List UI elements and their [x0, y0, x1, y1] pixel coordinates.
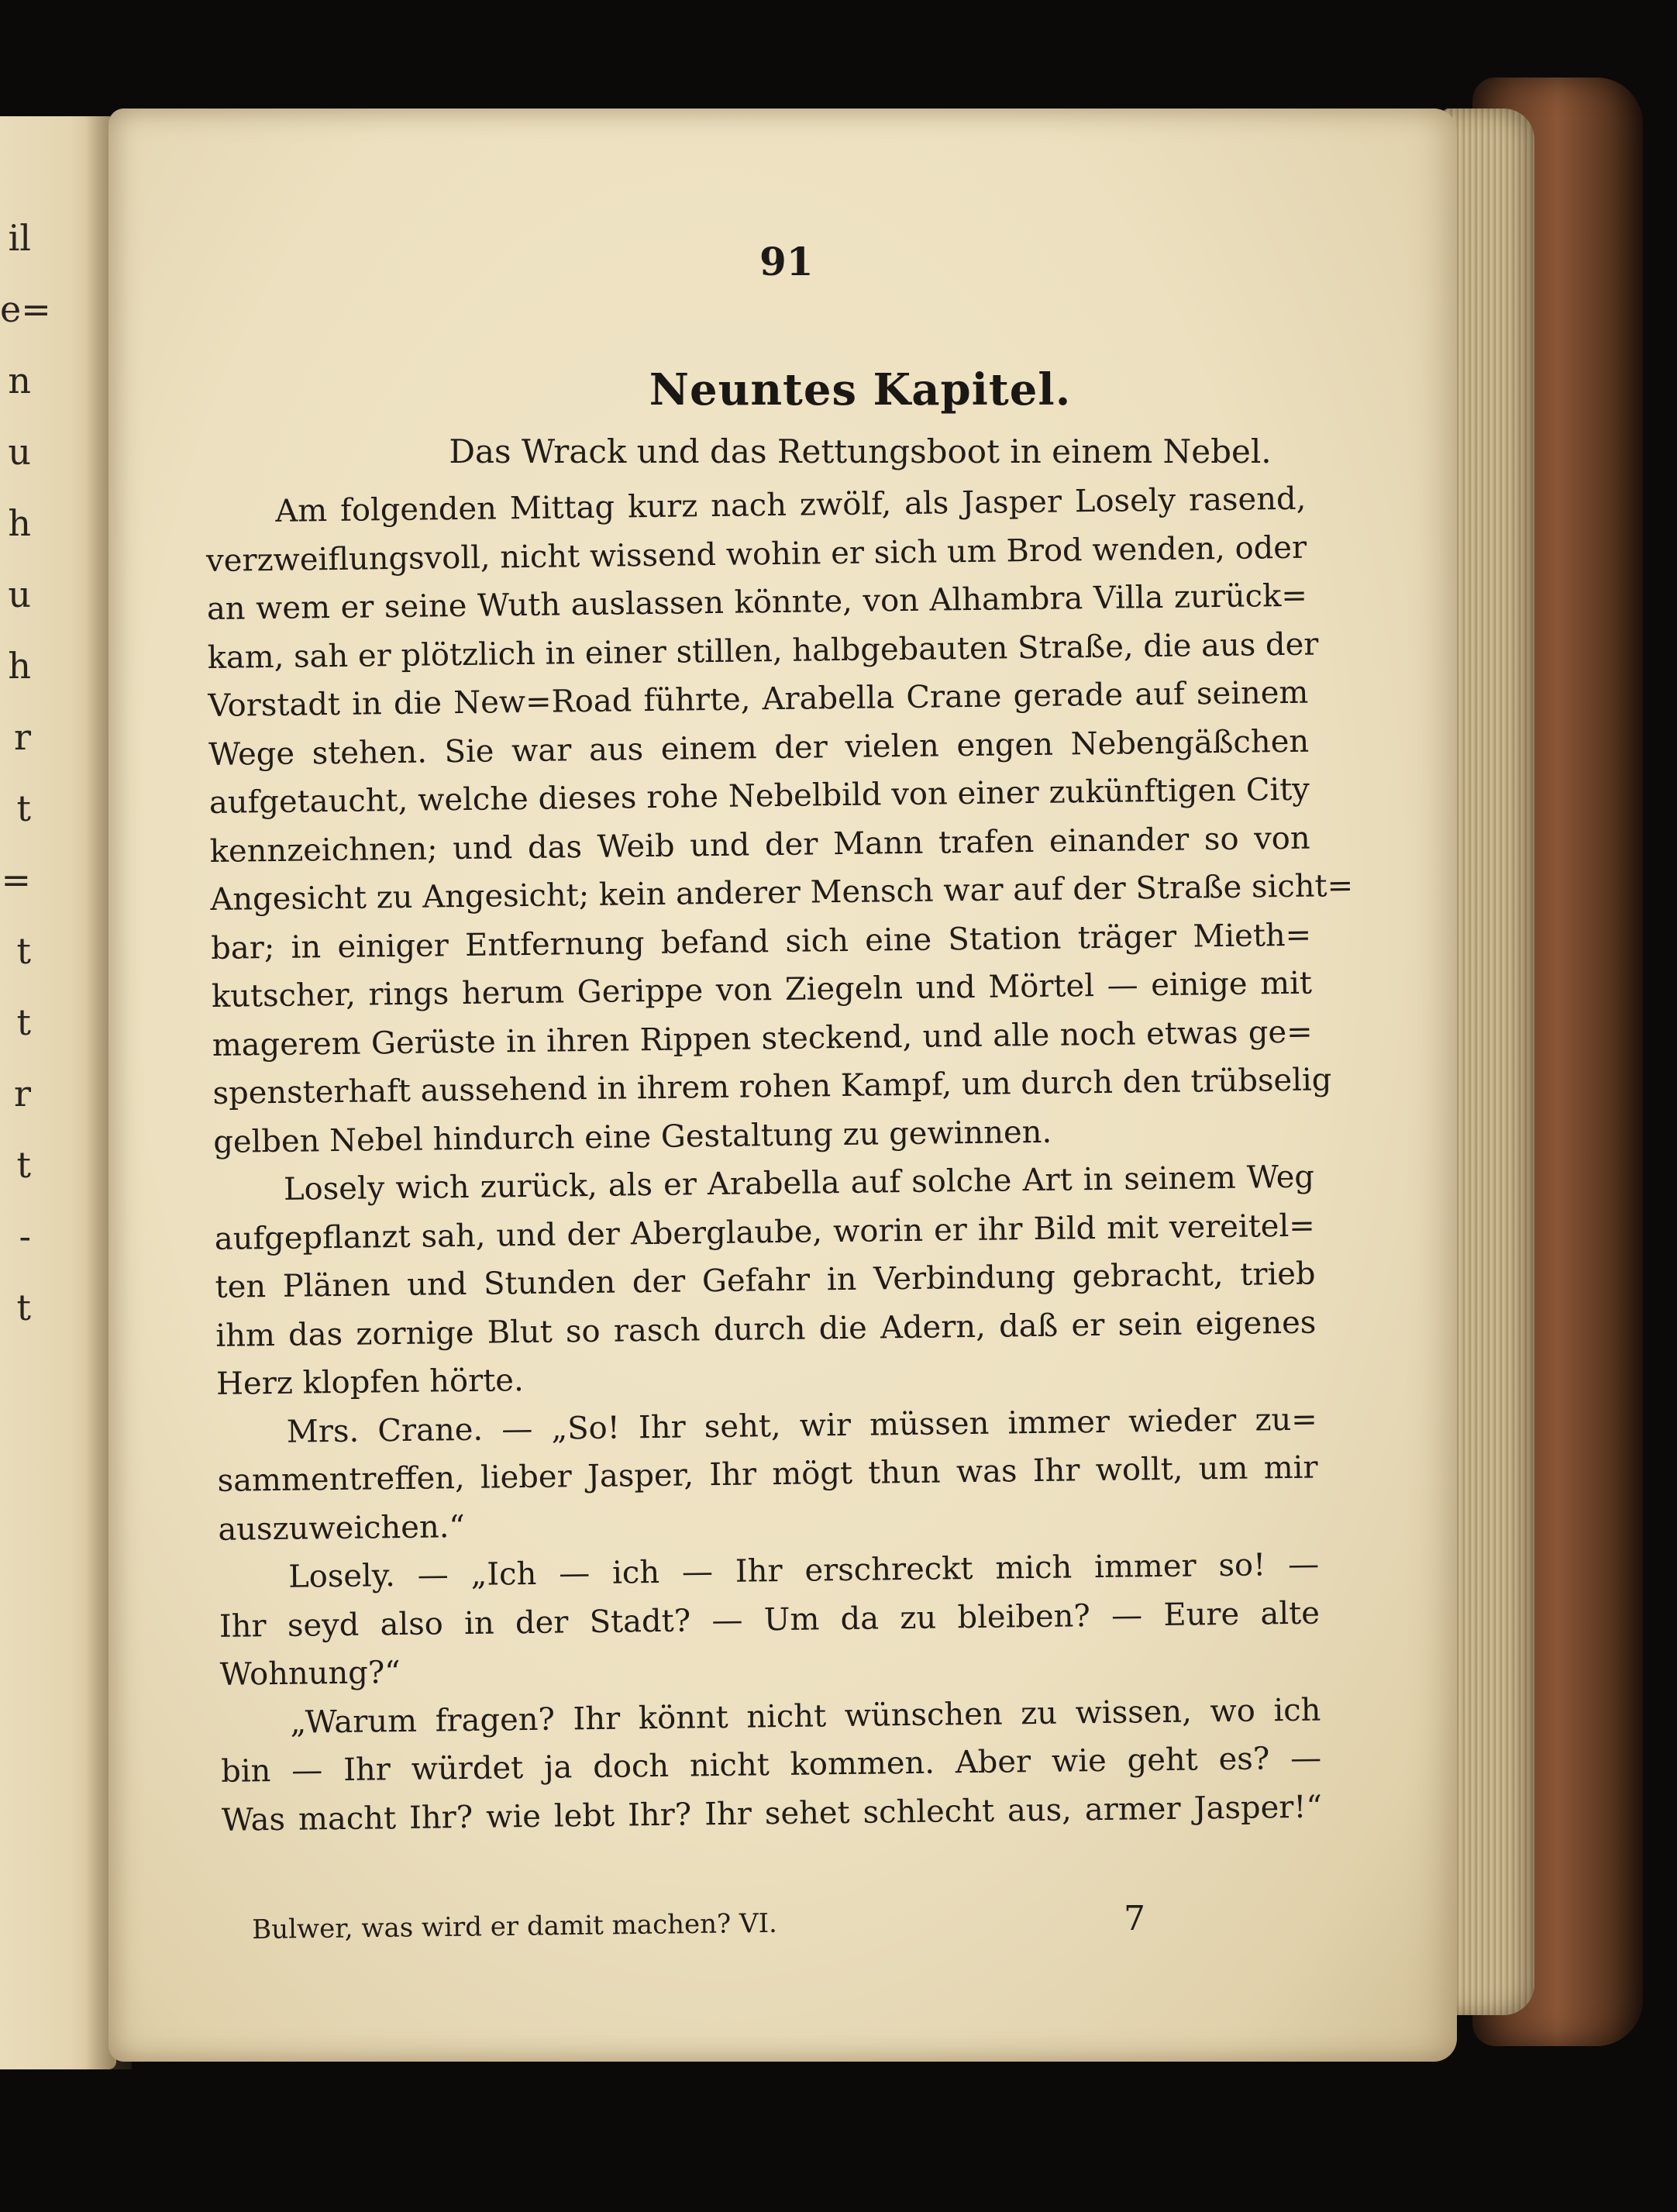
text-line: sammentreffen, lieber Jasper, Ihr mögt thun was Ihr wollt, um mir [217, 1449, 1318, 1499]
text-line: magerem Gerüste in ihren Rippen steckend, und alle noch etwas ge= [212, 1014, 1313, 1063]
text-line: Angesicht zu Angesicht; kein anderer Mensch war auf der Straße sicht= [210, 867, 1354, 918]
text-line: Wohnung?“ [219, 1655, 401, 1693]
text-line: auszuweichen.“ [218, 1508, 466, 1548]
text-line: kennzeichnen; und das Weib und der Mann trafen einander so von [209, 820, 1310, 870]
facing-page-fragment: r [14, 716, 31, 758]
text-line: ten Plänen und Stunden der Gefahr in Verbindung gebracht, trieb [215, 1256, 1316, 1305]
text-line: Mrs. Crane. — „So! Ihr seht, wir müssen immer wieder zu= [286, 1401, 1318, 1450]
facing-page-fragment: n [8, 360, 31, 401]
facing-page-fragment: t [16, 930, 31, 972]
text-line: bin — Ihr würdet ja doch nicht kommen. Aber wie geht es? — [220, 1740, 1322, 1790]
facing-page-fragment: - [19, 1215, 31, 1257]
chapter-title: Neuntes Kapitel. [649, 364, 1072, 415]
text-line: Herz klopfen hörte. [215, 1363, 524, 1402]
text-line: ihm das zornige Blut so rasch durch die Adern, daß er sein eigenes [215, 1304, 1317, 1354]
book-page [108, 109, 1457, 2062]
text-line: Losely. — „Ich — ich — Ihr erschreckt mich immer so! — [288, 1546, 1320, 1595]
text-line: Am folgenden Mittag kurz nach zwölf, als Jasper Losely rasend, [275, 481, 1307, 529]
text-line: verzweiflungsvoll, nicht wissend wohin er sich um Brod wenden, oder [205, 529, 1307, 579]
text-line: Wege stehen. Sie war aus einem der vielen engen Nebengäßchen [208, 723, 1310, 773]
text-line: Ihr seyd also in der Stadt? — Um da zu bleiben? — Eure alte [219, 1595, 1321, 1645]
body-text [205, 475, 1354, 1845]
facing-page-fragment: e= [0, 288, 51, 330]
facing-page-fragment: r [14, 1073, 31, 1115]
text-line: Vorstadt in die New=Road führte, Arabella Crane gerade auf seinem [208, 674, 1309, 724]
facing-page-fragment: h [8, 502, 31, 544]
text-line: kam, sah er plötzlich in einer stillen, halbgebauten Straße, die aus der [207, 625, 1319, 676]
text-line: aufgetaucht, welche dieses rohe Nebelbild von einer zukünftigen City [208, 771, 1310, 821]
text-line: „Warum fragen? Ihr könnt nicht wünschen zu wissen, wo ich [290, 1692, 1321, 1741]
facing-page-fragment: t [16, 1144, 31, 1186]
footer-signature-line: Bulwer, was wird er damit machen? VI. [252, 1907, 778, 1945]
facing-page-fragment: t [16, 1287, 31, 1328]
text-line: kutscher, rings herum Gerippe von Ziegeln und Mörtel — einige mit [211, 965, 1313, 1015]
text-line: an wem er seine Wuth auslassen könnte, von Alhambra Villa zurück= [206, 577, 1308, 627]
facing-page-fragment: u [8, 574, 31, 615]
facing-page-fragment: t [16, 1001, 31, 1043]
facing-page-fragment: = [1, 859, 31, 901]
text-line: gelben Nebel hindurch eine Gestaltung zu gewinnen. [213, 1114, 1052, 1160]
text-line: Losely wich zurück, als er Arabella auf solche Art in seinem Weg [283, 1159, 1315, 1208]
facing-page-fragment: t [16, 787, 31, 829]
text-line: bar; in einiger Entfernung befand sich eine Station träger Mieth= [210, 917, 1312, 966]
facing-page-fragment: h [8, 645, 31, 687]
text-line: Was macht Ihr? wie lebt Ihr? Ihr sehet schlecht aus, armer Jasper!“ [221, 1789, 1323, 1838]
facing-page-fragment: u [8, 431, 31, 473]
text-line: aufgepflanzt sah, und der Aberglaube, worin er ihr Bild mit vereitel= [214, 1208, 1316, 1257]
page-number: 91 [759, 239, 814, 284]
chapter-subtitle: Das Wrack und das Rettungsboot in einem Nebel. [449, 432, 1272, 470]
text-line: spensterhaft aussehend in ihrem rohen Kampf, um durch den trübselig [212, 1062, 1332, 1111]
signature-mark: 7 [1124, 1899, 1145, 1938]
facing-page-fragment: il [8, 217, 31, 259]
